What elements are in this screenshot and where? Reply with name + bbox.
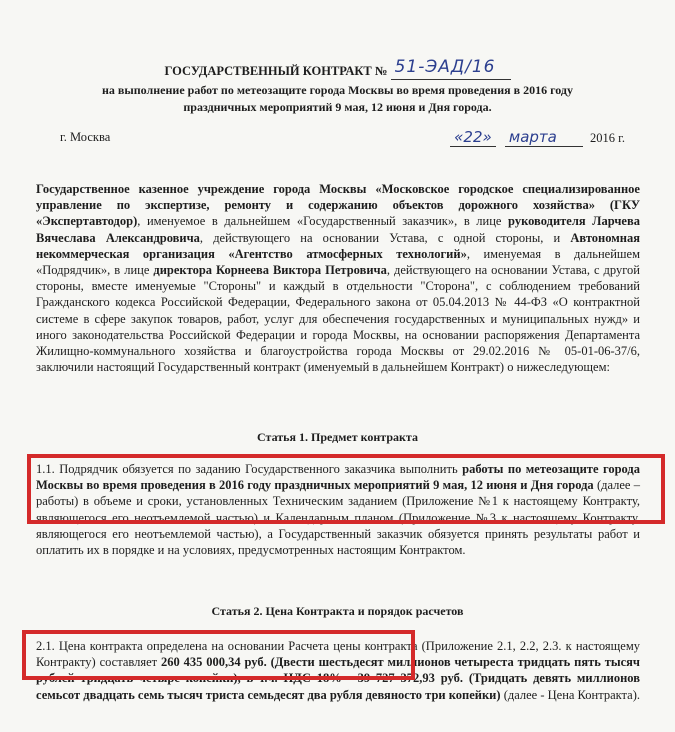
date-day: «22» <box>450 128 496 147</box>
highlight-box-article-2 <box>22 630 415 680</box>
contractor-name: Автономная некоммерческая организация «Агентство атмосферных технологий» <box>36 230 640 261</box>
preamble-paragraph <box>36 181 640 375</box>
contract-title <box>0 57 675 80</box>
city: г. Москва <box>60 130 111 144</box>
article-1-heading: Статья 1. Предмет контракта <box>257 430 418 444</box>
highlight-box-article-1 <box>27 454 665 524</box>
customer-head: руководителя Ларчева Вячеслава Александровича <box>36 214 640 245</box>
contract-date <box>450 128 625 147</box>
preamble-text-2: , действующего на основании Устава, с одной стороны, и <box>199 230 571 245</box>
article-2-text-2: (далее - Цена Контракта). <box>500 687 640 702</box>
place-date-row <box>60 128 625 152</box>
contract-price: 260 435 000,34 руб. (Двести шестьдесят миллионов четыреста тридцать пять тысяч рублей тридцать четыре копейки), в т.ч. НДС 18% - 39 727 372,93 руб. (Тридцать девять миллионов семьсот двадцать семь тысяч триста семьдесят два рубля девяносто три копейки) <box>36 655 640 702</box>
article-1-text-1: 1.1. Подрядчик обязуется по заданию Государственного заказчика выполнить <box>36 462 463 476</box>
contract-subtitle <box>0 82 675 116</box>
article-1-text-2: (далее – работы) в объеме и сроки, установленных Техническим заданием (Приложение №1 к настоящему Контракту, являющегося его неотъемлемой частью) и Календарным планом (Приложение №3 к настоящему Контракту, являющегося его неотъемлемой частью), а Государственный заказчик обязуется принять результаты работ и оплатить их в порядке и на условиях, предусмотренных настоящим Контрактом. <box>36 478 640 558</box>
article-2-heading: Статья 2. Цена Контракта и порядок расчетов <box>211 604 464 618</box>
contract-number-line <box>391 79 511 80</box>
article-2-text-1: 2.1. Цена контракта определена на основании Расчета цены контракта (Приложение 2.1, 2.2, 2.3. к настоящему Контракту) составляет <box>36 639 640 670</box>
date-month: марта <box>505 128 583 147</box>
preamble-text-3: , именуемая в дальнейшем «Подрядчик», в лице <box>36 246 640 278</box>
subtitle-line-2: праздничных мероприятий 9 мая, 12 июня и Дня города. <box>183 100 492 114</box>
date-year: 2016 г. <box>590 131 625 145</box>
subtitle-line-1: на выполнение работ по метеозащите города Москвы во время проведения в 2016 году <box>102 83 573 97</box>
contract-title-text: ГОСУДАРСТВЕННЫЙ КОНТРАКТ № <box>164 64 388 78</box>
contract-number <box>391 57 511 80</box>
customer-name: Государственное казенное учреждение города Москвы «Московское городское специализированное управление по экспертизе, ремонту и содержанию объектов дорожного хозяйства» (ГКУ «Экспертавтодор) <box>36 182 640 229</box>
article-1-subject: работы по метеозащите города Москвы во время проведения в 2016 году праздничных мероприятий 9 мая, 12 июня и Дня города <box>36 462 640 493</box>
preamble-text-1: , именуемое в дальнейшем «Государственный заказчик», в лице <box>137 214 509 229</box>
contractor-head: директора Корнеева Виктора Петровича <box>153 263 387 278</box>
contract-number-handwritten: 51-ЭАД/16 <box>394 57 496 77</box>
preamble-text-4: , действующего на основании Устава, с другой стороны, вместе именуемые "Стороны" и каждый в отдельности "Сторона", с соблюдением требований Гражданского кодекса Российской Федерации, Федерального закона от 05.04.2013 № 44-ФЗ «О контрактной системе в сфере закупок товаров, работ, услуг для обеспечения государственных и муниципальных нужд» и иного законодательства Российской Федерации и города Москвы, на основании распоряжения Департамента Жилищно-коммунального хозяйства и благоустройства города Москвы от 29.02.2016 № 05-01-06-37/6, заключили настоящий Государственный контракт (именуемый в дальнейшем Контракт) о нижеследующем: <box>36 263 640 375</box>
